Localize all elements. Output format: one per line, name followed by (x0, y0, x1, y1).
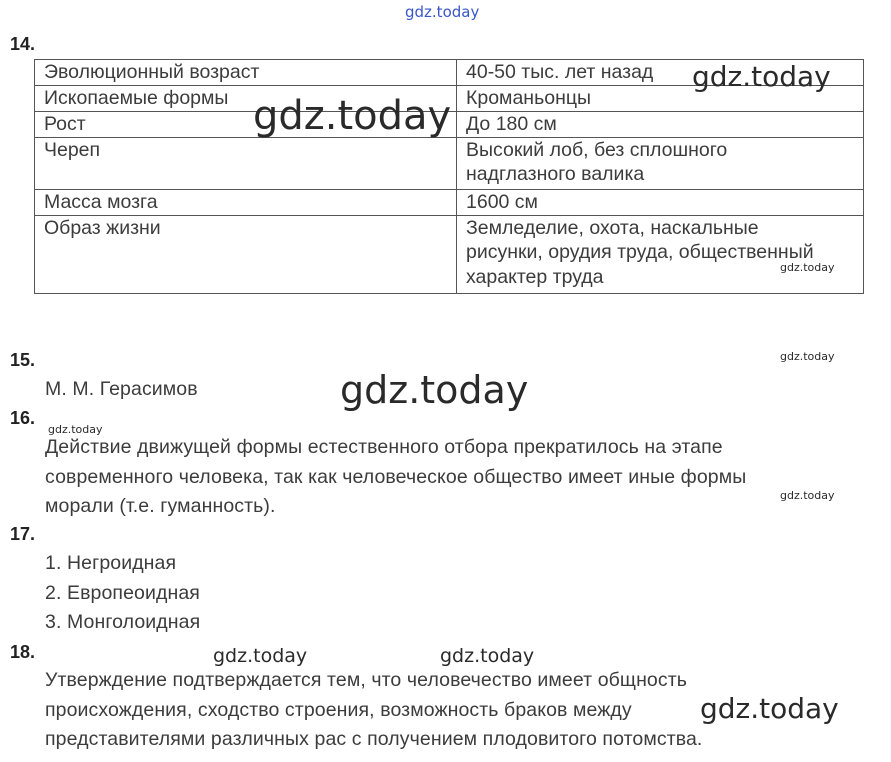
value-line: Земледелие, охота, наскальные (466, 216, 759, 239)
row-label: Эволюционный возраст (35, 60, 457, 86)
row-value (457, 189, 864, 215)
list-item: 1. Негроидная (45, 552, 177, 574)
watermark: gdz.today (780, 350, 835, 363)
watermark: gdz.today (692, 60, 831, 93)
watermark: gdz.today (253, 93, 452, 139)
watermark: gdz.today (700, 692, 839, 725)
answer-line: морали (т.е. гуманность). (45, 495, 276, 517)
row-value (457, 215, 864, 293)
answer-line: представителями различных рас с получением плодовитого потомства. (45, 728, 703, 750)
watermark: gdz.today (780, 261, 835, 274)
question-15-number: 15. (10, 350, 36, 370)
watermark: gdz.today (780, 489, 835, 502)
watermark: gdz.today (213, 645, 308, 667)
table-row (35, 215, 864, 293)
race-list (45, 549, 200, 638)
value-line: рисунки, орудия труда, общественный (466, 241, 814, 263)
question-14-number: 14. (10, 34, 36, 54)
row-value (457, 111, 864, 137)
row-label: Масса мозга (35, 189, 457, 215)
watermark: gdz.today (48, 423, 103, 436)
row-label: Череп (35, 137, 457, 189)
question-16-number: 16. (10, 408, 36, 428)
answer-line: современного человека, так как человеческое общество имеет иные формы (45, 465, 747, 488)
list-item: 3. Монголоидная (45, 611, 201, 633)
value-line: Высокий лоб, без сплошного (466, 138, 728, 161)
value-line: характер труда (466, 265, 604, 288)
question-16-answer (45, 433, 875, 522)
table-row (35, 189, 864, 215)
watermark: gdz.today (440, 645, 535, 667)
question-15-answer: М. М. Герасимов (45, 378, 198, 400)
table-row (35, 137, 864, 189)
answer-line: Утверждение подтверждается тем, что человечество имеет общность (45, 669, 688, 691)
list-item: 2. Европеоидная (45, 581, 200, 604)
watermark-top: gdz.today (405, 3, 480, 21)
row-label: Ископаемые формы (35, 85, 457, 111)
question-17-number: 17. (10, 524, 36, 544)
value-line: надглазного валика (466, 163, 645, 185)
value-line: До 180 см (466, 112, 557, 135)
value-line: Кроманьонцы (466, 86, 592, 109)
row-label: Образ жизни (35, 215, 457, 293)
answer-line: Действие движущей формы естественного отбора прекратилось на этапе (45, 436, 723, 458)
question-18-number: 18. (10, 642, 36, 662)
value-line: 1600 см (466, 190, 538, 213)
answer-line: происхождения, сходство строения, возможность браков между (45, 698, 632, 721)
value-line: 40-50 тыс. лет назад (466, 61, 654, 83)
row-value (457, 137, 864, 189)
row-label: Рост (35, 111, 457, 137)
watermark: gdz.today (340, 368, 529, 412)
